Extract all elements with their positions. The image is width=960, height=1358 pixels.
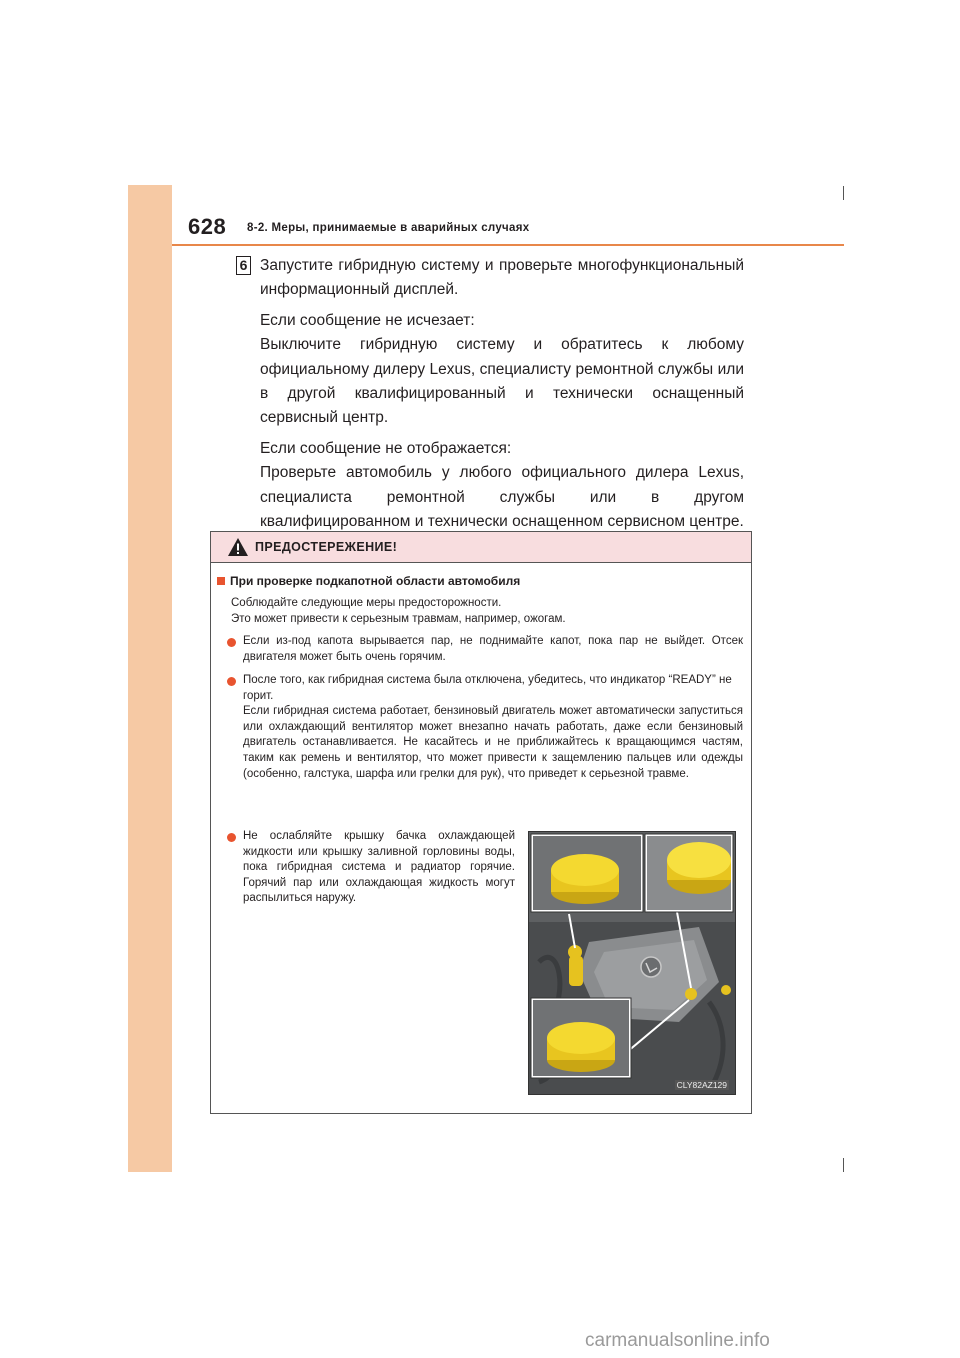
bullet-dot-icon <box>227 833 236 842</box>
section-title: 8-2. Меры, принимаемые в аварийных случаях <box>247 222 530 234</box>
square-bullet-icon <box>217 577 225 585</box>
caution-intro-line: Соблюдайте следующие меры предосторожности. <box>231 597 502 609</box>
caution-heading <box>217 574 520 588</box>
caution-box <box>210 531 752 1114</box>
step-paragraph: Выключите гибридную систему и обратитесь к любому официальному дилеру Lexus, специалисту ремонтной службы или в другой квалифицированный и технически оснащенный сервисный центр. <box>260 336 744 427</box>
caution-title: ПРЕДОСТЕРЕЖЕНИЕ! <box>255 540 398 554</box>
figure-code: CLY82AZ129 <box>676 1080 727 1090</box>
watermark: carmanualsonline.info <box>585 1330 770 1351</box>
bullet-text <box>243 673 743 782</box>
caution-intro <box>231 596 741 627</box>
step-paragraph: Если сообщение не исчезает: <box>260 311 475 329</box>
bullet-dot-icon <box>227 677 236 686</box>
bullet-text-line: Если гибридная система работает, бензиновый двигатель может автоматически запуститься или охлаждающий вентилятор может внезапно начать работать, даже если бензиновый двигатель останавливается. Не касайтесь и не приближайтесь к вращающимся частям, таким как ремень и вентилятор, что может привести к защемлению пальцев или одежды (особенно, галстука, шарфа или грелки для рук), что приведет к серьезной травме. <box>243 705 743 780</box>
bullet-text: Если из-под капота вырывается пар, не поднимайте капот, пока пар не выйдет. Отсек двигателя может быть очень горячим. <box>243 635 743 663</box>
bullet-text: Не ослабляйте крышку бачка охлаждающей жидкости или крышку заливной горловины воды, пока гибридная система и радиатор горячие. Горячий пар или охлаждающая жидкость могут распылиться наружу. <box>243 830 515 905</box>
chapter-sidebar-tab <box>128 185 172 1172</box>
caution-intro-line: Это может привести к серьезным травмам, например, ожогам. <box>231 612 566 625</box>
crop-mark-bottom <box>843 1158 844 1172</box>
bullet-text-line: После того, как гибридная система была отключена, убедитесь, что индикатор “READY” не горит. <box>243 674 732 702</box>
caution-heading-text: При проверке подкапотной области автомобиля <box>230 574 521 588</box>
step-instructions <box>260 254 744 540</box>
page-number: 628 <box>188 214 227 239</box>
header-rule <box>172 244 844 246</box>
step-paragraph: Запустите гибридную систему и проверьте многофункциональный информационный дисплей. <box>260 257 744 299</box>
caution-header <box>211 532 751 563</box>
warning-triangle-icon <box>227 537 249 557</box>
step-paragraph: Если сообщение не отображается: <box>260 439 512 457</box>
step-paragraph: Проверьте автомобиль у любого официального дилера Lexus, специалиста ремонтной службы или в другом квалифицированном и технически оснащенном сервисном центре. <box>260 464 744 531</box>
bullet-dot-icon <box>227 638 236 647</box>
step-number-badge: 6 <box>236 256 251 275</box>
engine-bay-illustration <box>528 831 736 1095</box>
crop-mark-top <box>843 186 844 200</box>
